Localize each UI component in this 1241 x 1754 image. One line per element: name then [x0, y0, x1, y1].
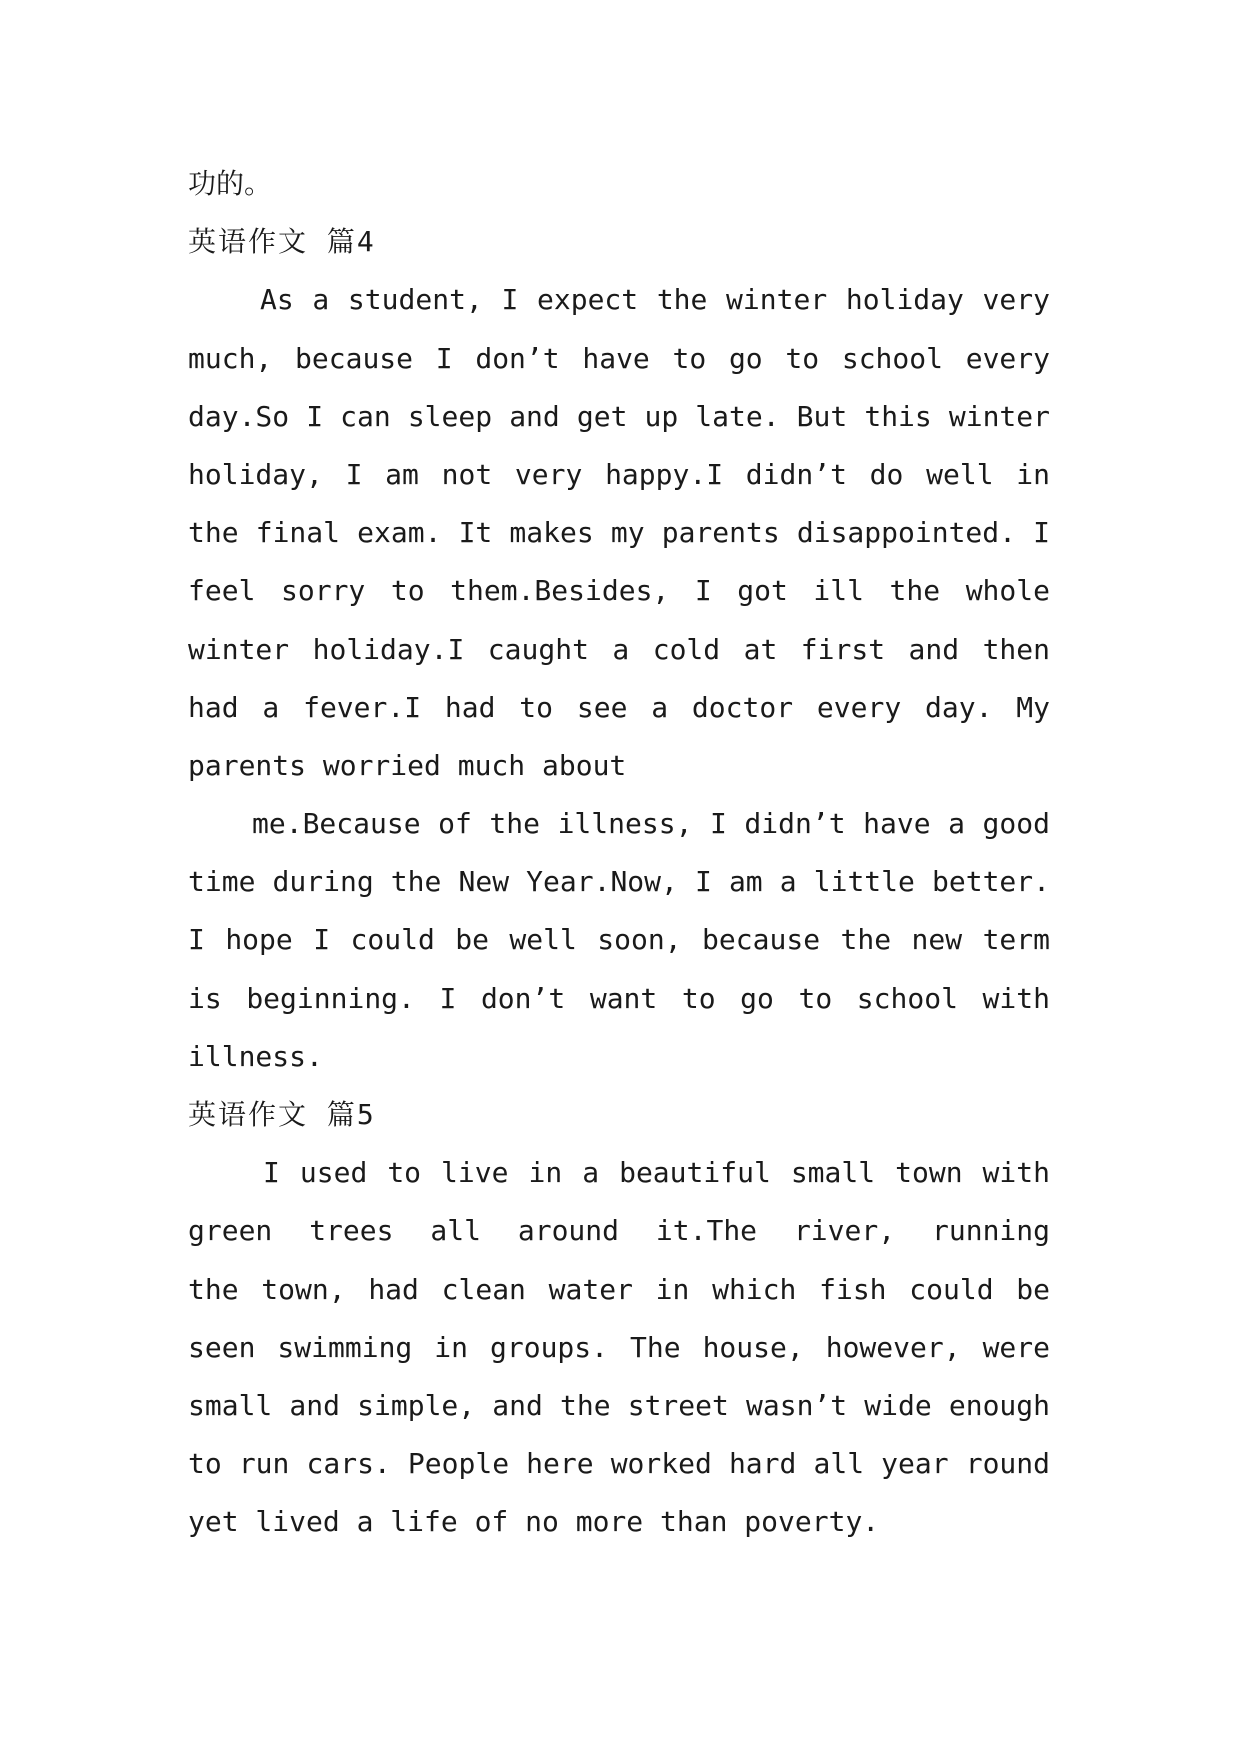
- fragment-text: 功的。: [188, 167, 273, 200]
- essay5-paragraph1: [188, 1144, 1050, 1551]
- essay4-p1-line: the final exam. It makes my parents disappointed. I: [188, 516, 1050, 550]
- essay4-p2-line: is beginning. I don’t want to go to school with: [188, 981, 1050, 1015]
- essay4-p1-line: much, because I don’t have to go to school every: [188, 341, 1050, 375]
- essay4-p1-line: holiday, I am not very happy.I didn’t do well in: [188, 457, 1050, 491]
- essay5-p1-line: small and simple, and the street wasn’t wide enough: [188, 1388, 1050, 1422]
- essay5-p1-line: yet lived a life of no more than poverty.: [188, 1505, 880, 1539]
- essay4-p2-line: illness.: [188, 1039, 323, 1073]
- essay4-paragraph1: [188, 271, 1050, 795]
- essay4-p1-line: parents worried much about: [188, 748, 627, 782]
- essay4-p1-line: As a student, I expect the winter holiday very: [260, 283, 1050, 317]
- essay4-p1-line: feel sorry to them.Besides, I got ill the whole: [188, 574, 1050, 608]
- essay5-p1-line: seen swimming in groups. The house, however, were: [188, 1330, 1050, 1364]
- essay4-paragraph2: [188, 795, 1050, 1086]
- essay4-p2-line: me.Because of the illness, I didn’t have a good: [252, 807, 1050, 841]
- essay5-p1-line: to run cars. People here worked hard all year round: [188, 1447, 1050, 1481]
- essay5-p1-line: the town, had clean water in which fish could be: [188, 1272, 1050, 1306]
- essay4-p2-line: time during the New Year.Now, I am a little better.: [188, 865, 1050, 899]
- essay5-p1-line: I used to live in a beautiful small town with: [263, 1156, 1050, 1190]
- essay4-p1-line: had a fever.I had to see a doctor every day. My: [188, 690, 1050, 724]
- essay5-title: 英语作文 篇5: [188, 1098, 376, 1131]
- essay4-p1-line: winter holiday.I caught a cold at first and then: [188, 632, 1050, 666]
- essay4-p2-line: I hope I could be well soon, because the new term: [188, 923, 1050, 957]
- essay4-p1-line: day.So I can sleep and get up late. But this winter: [188, 399, 1050, 433]
- document-page: [188, 155, 1050, 1552]
- essay5-p1-line: green trees all around it.The river, running: [188, 1214, 1050, 1248]
- essay4-title: 英语作文 篇4: [188, 225, 376, 259]
